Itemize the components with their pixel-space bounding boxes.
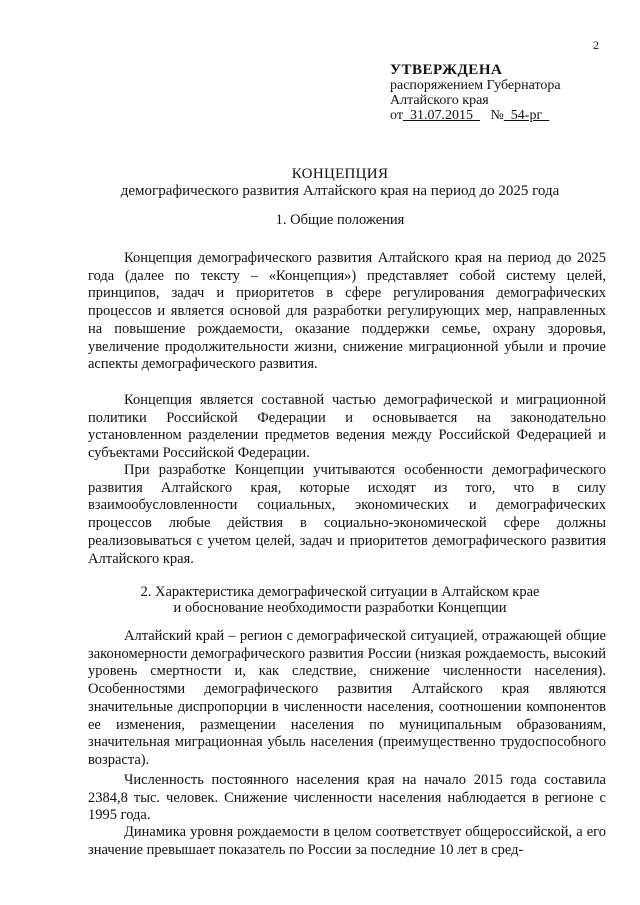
section-1-heading: 1. Общие положения [275, 212, 405, 228]
section-2-paragraph-3: Динамика уровня рождаемости в целом соответствует общероссийской, а его значение превышает показатель по России за последние 10 лет в сред- [88, 824, 606, 858]
section-2-paragraph-1: Алтайский край – регион с демографической ситуацией, отражающей общие закономерности демографического развития России (низкая рождаемость, высокий уровень смертности и, как следствие, снижение численности населения). Особенностями демографического развития Алтайского края являются значительные диспропорции в численности населения, соотношении компонентов ее изменения, размещении населения по муниципальным образованиям, значительная миграционная убыль населения (преимущественно трудоспособного возраста). [88, 628, 606, 768]
document-subtitle: демографического развития Алтайского края на период до 2025 года [120, 183, 560, 199]
section-2-heading [60, 584, 620, 616]
approval-date: 31.07.2015 [409, 108, 473, 123]
section-2-paragraph-2: Численность постоянного населения края на начало 2015 года составила 2384,8 тыс. человек. Снижение численности населения наблюдается в регионе с 1995 года. [88, 772, 606, 824]
date-prefix: от [390, 108, 403, 123]
document-title-block [60, 166, 620, 200]
approval-number: 54-рг [510, 108, 543, 123]
approval-line-2: Алтайского края [390, 93, 489, 108]
approval-stamp [390, 63, 620, 123]
approval-heading: УТВЕРЖДЕНА [390, 62, 503, 78]
section-1-paragraph-3: При разработке Концепции учитываются особенности демографического развития Алтайского края, которые исходят из того, что в силу взаимообусловленности социальных, экономических и демографических процессов любые действия в социально-экономической сфере должны реализовываться с учетом целей, задач и приоритетов демографического развития Алтайского края. [88, 462, 606, 567]
section-1-paragraph-1: Концепция демографического развития Алтайского края на период до 2025 года (далее по тексту – «Концепция») представляет собой систему целей, принципов, задач и приоритетов в сфере регулирования демографических процессов и является основой для разработки регулирующих мер, направленных на повышение рождаемости, оказание поддержки семье, охрану здоровья, увеличение продолжительности жизни, снижение миграционной убыли и прочие аспекты демографического развития. [88, 250, 606, 373]
number-prefix: № [490, 108, 504, 123]
page-number: 2 [593, 38, 599, 52]
section-1-paragraph-2: Концепция является составной частью демографической и миграционной политики Российской Федерации и основывается на законодательно установленном разделении предметов ведения между Российской Федерацией и субъектами Российской Федерации. [88, 392, 606, 462]
document-title: КОНЦЕПЦИЯ [291, 166, 389, 182]
section-2-heading-line-1: 2. Характеристика демографической ситуации в Алтайском крае [140, 584, 540, 600]
approval-line-1: распоряжением Губернатора [390, 78, 561, 93]
section-2-heading-line-2: и обоснование необходимости разработки Концепции [173, 600, 507, 616]
approval-date-line [390, 108, 620, 123]
